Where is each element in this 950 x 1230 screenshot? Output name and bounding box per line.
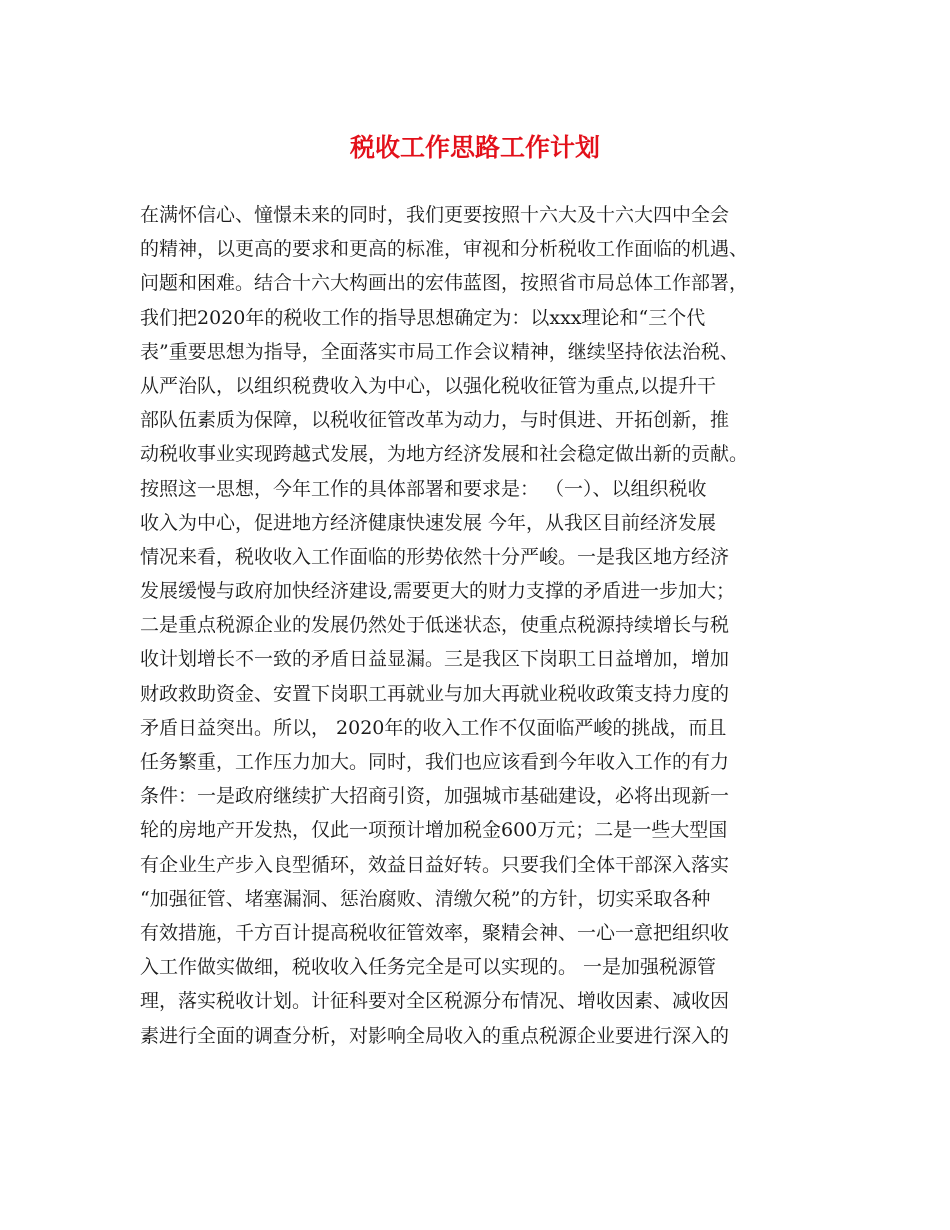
body-text-line: 财政救助资金、安置下岗职工再就业与加大再就业税收政策支持力度的 [140,682,730,705]
body-text-line: 按照这一思想，今年工作的具体部署和要求是： （一）、以组织税收 [140,477,707,500]
body-text-line: 条件：一是政府继续扩大招商引资，加强城市基础建设，必将出现新一 [140,785,730,808]
body-text-line: 问题和困难。结合十六大构画出的宏伟蓝图，按照省市局总体工作部署， [140,272,749,295]
body-text-line: 二是重点税源企业的发展仍然处于低迷状态，使重点税源持续增长与税 [140,614,730,637]
body-text-line: “加强征管、堵塞漏洞、惩治腐败、清缴欠税”的方针，切实采取各种 [140,887,711,910]
body-text-line: 在满怀信心、憧憬未来的同时，我们更要按照十六大及十六大四中全会 [140,204,730,226]
body-text-line: 的精神，以更高的要求和更高的标准，审视和分析税收工作面临的机遇、 [140,238,749,261]
body-text-line: 理，落实税收计划。计征科要对全区税源分布情况、增收因素、减收因 [140,990,730,1013]
body-text-line: 情况来看，税收收入工作面临的形势依然十分严峻。一是我区地方经济 [140,545,730,568]
body-text-line: 收入为中心，促进地方经济健康快速发展 今年，从我区目前经济发展 [140,511,717,534]
document-body [140,198,830,1053]
body-text-line: 矛盾日益突出。所以， 2020年的收入工作不仅面临严峻的挑战，而且 [140,716,727,739]
body-text-line: 素进行全面的调查分析，对影响全局收入的重点税源企业要进行深入的 [140,1024,730,1047]
body-text-line: 部队伍素质为保障，以税收征管改革为动力，与时俱进、开拓创新，推 [140,409,730,432]
body-text-line: 轮的房地产开发热，仅此一项预计增加税金600万元；二是一些大型国 [140,819,728,842]
body-text-line: 收计划增长不一致的矛盾日益显漏。三是我区下岗职工日益增加，增加 [140,648,730,671]
body-text-line: 有企业生产步入良型循环，效益日益好转。只要我们全体干部深入落实 [140,853,730,876]
body-text-line: 从严治队，以组织税费收入为中心，以强化税收征管为重点,以提升干 [140,374,717,397]
body-text-line: 任务繁重，工作压力加大。同时，我们也应该看到今年收入工作的有力 [140,751,730,773]
body-text-line: 表”重要思想为指导，全面落实市局工作会议精神，继续坚持依法治税、 [140,340,739,363]
body-text-line: 我们把2020年的税收工作的指导思想确定为：以xxx理论和“三个代 [140,306,706,329]
document-title: 税收工作思路工作计划 [349,133,600,162]
body-text-line: 发展缓慢与政府加快经济建设,需要更大的财力支撑的矛盾进一步加大； [140,580,736,603]
body-text-line: 入工作做实做细，税收收入任务完全是可以实现的。 一是加强税源管 [140,956,717,979]
body-text-line: 动税收事业实现跨越式发展，为地方经济发展和社会稳定做出新的贡献。 [140,443,749,466]
body-text-line: 有效措施，千方百计提高税收征管效率，聚精会神、一心一意把组织收 [140,921,730,944]
